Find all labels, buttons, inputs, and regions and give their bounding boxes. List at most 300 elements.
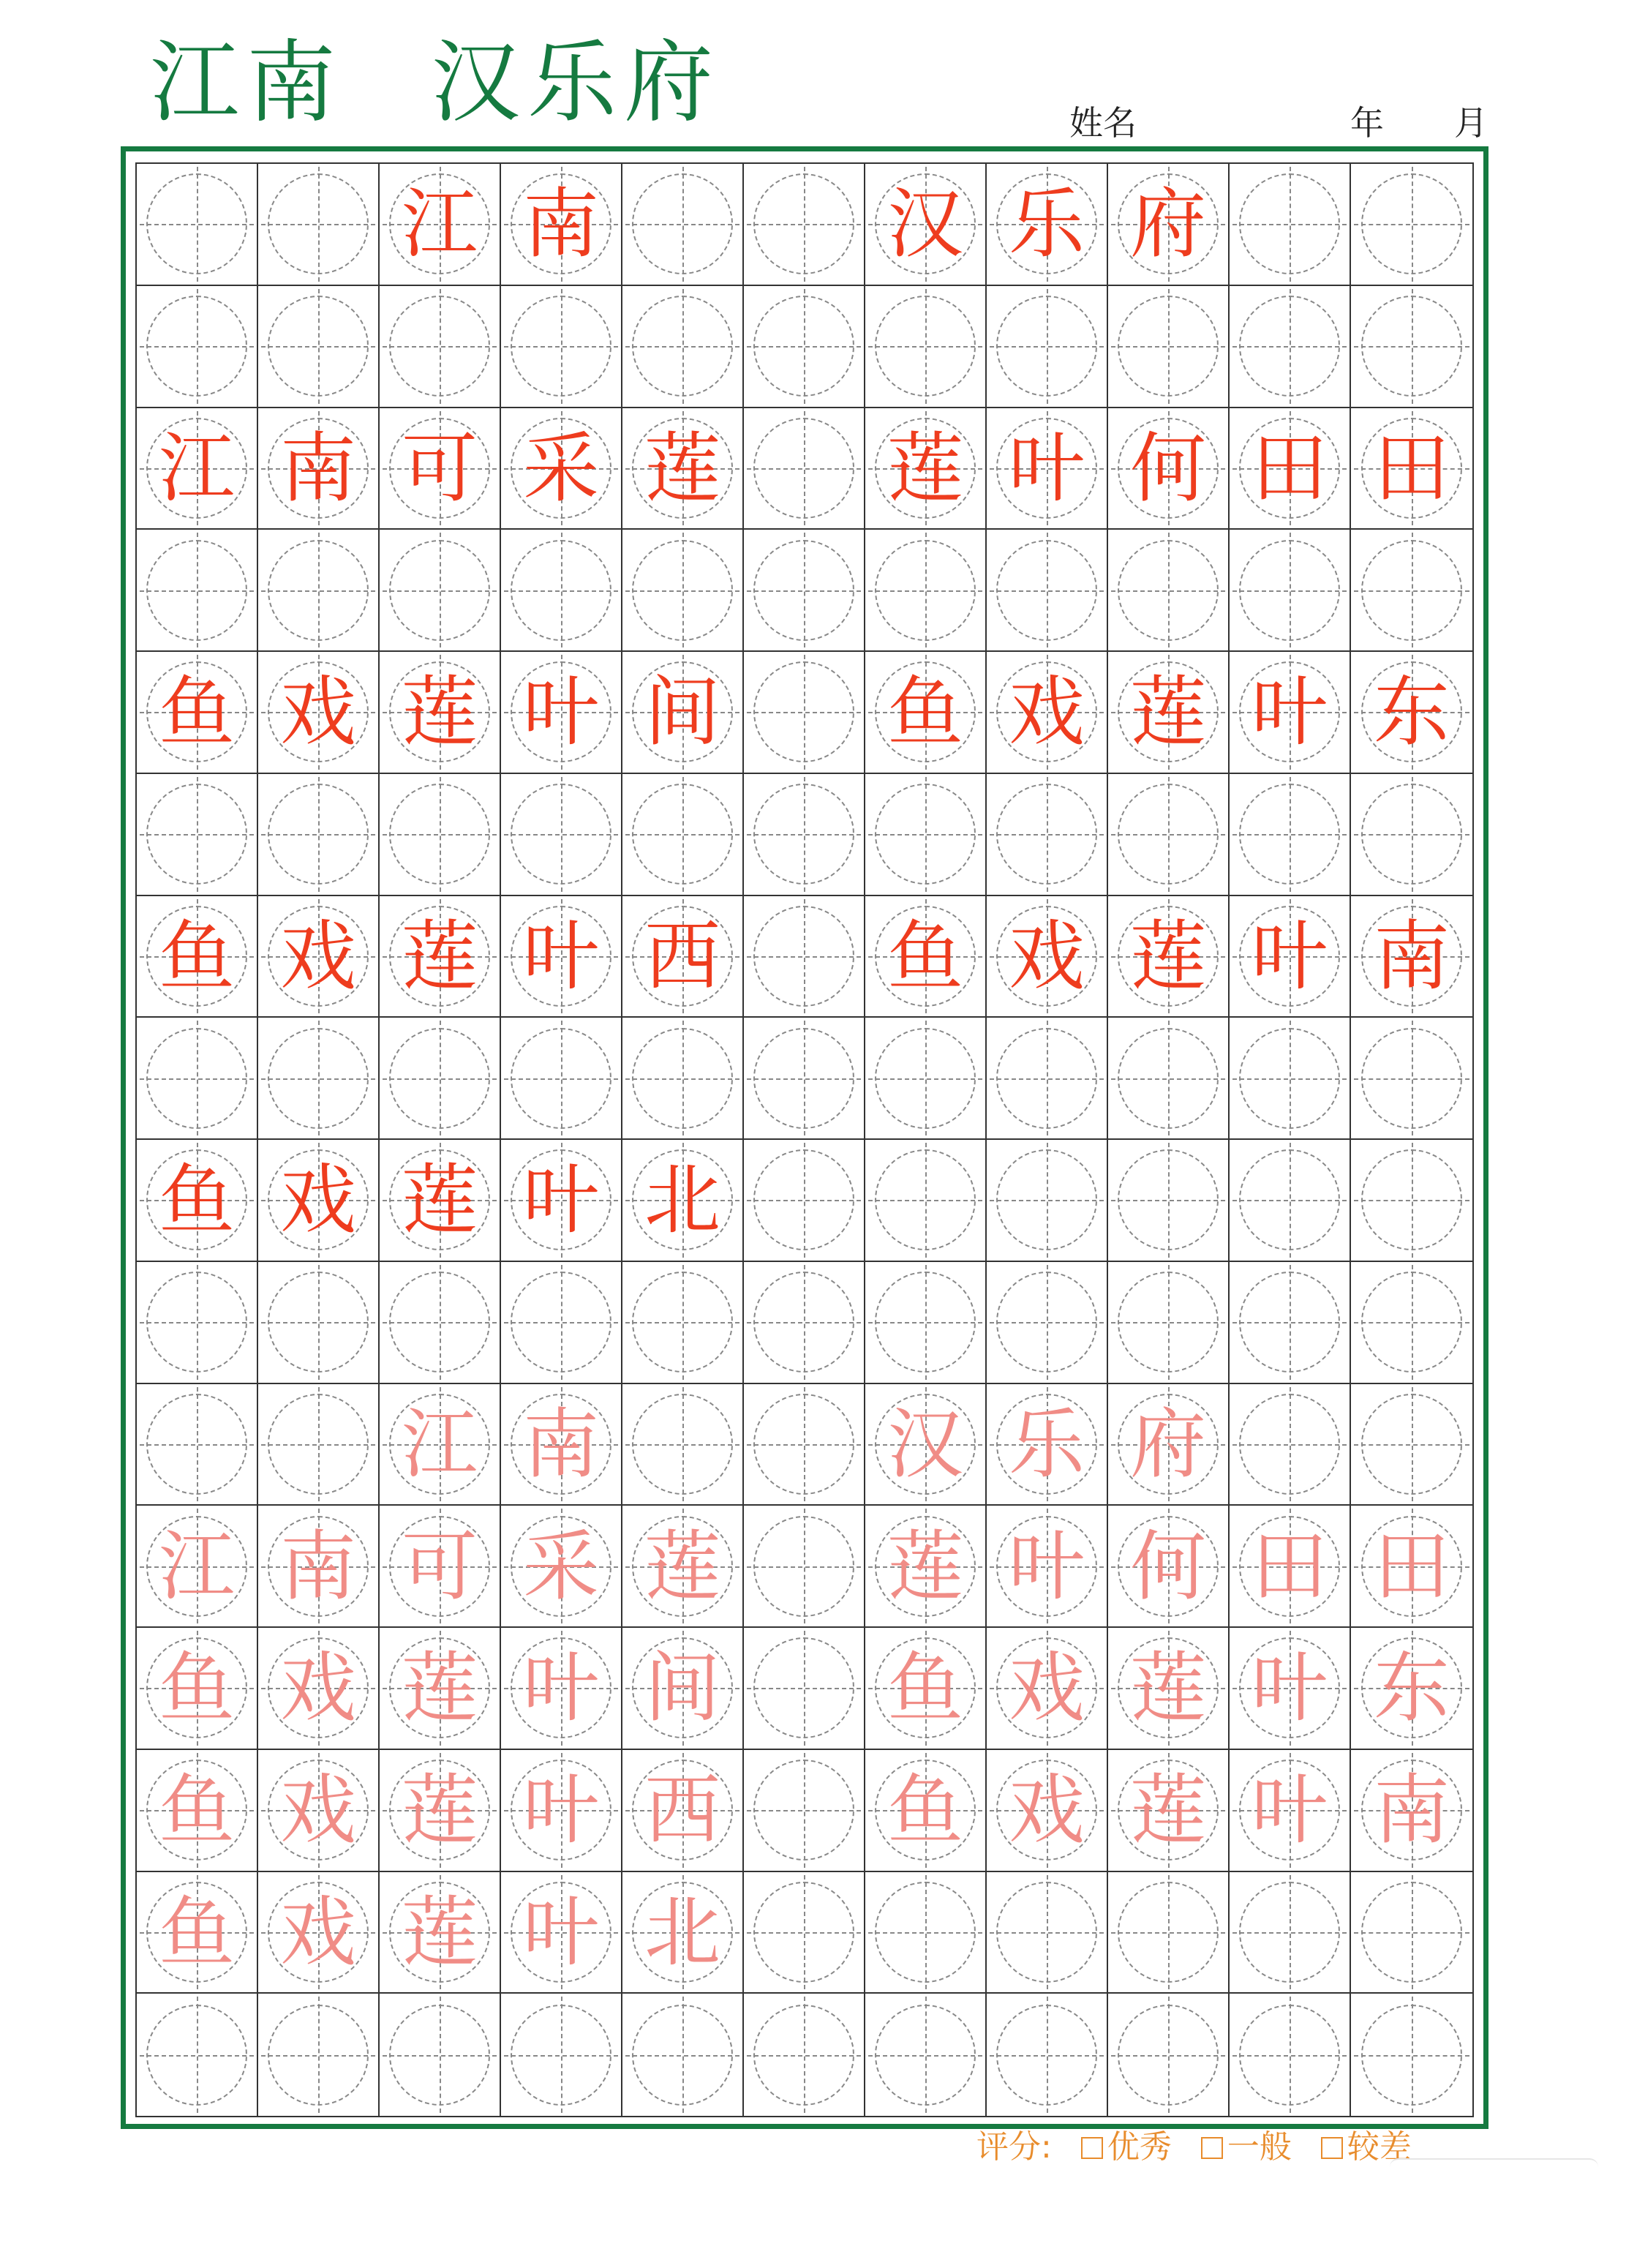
score-label: 评分: (976, 2128, 1052, 2166)
grid-cell[interactable] (744, 1018, 865, 1140)
guide-vertical (925, 1997, 927, 2113)
grid-cell[interactable] (865, 896, 987, 1018)
trace-character: 田 (1251, 1521, 1328, 1611)
trace-character: 莲 (1129, 1643, 1206, 1733)
guide-vertical (804, 1753, 805, 1868)
trace-character: 莲 (401, 1887, 478, 1977)
grid-cell[interactable] (987, 774, 1108, 896)
grid-cell[interactable] (501, 286, 622, 408)
option-poor: 较差 (1347, 2128, 1412, 2166)
grid-cell[interactable] (744, 1140, 865, 1262)
guide-vertical (804, 167, 805, 282)
guide-vertical (804, 1509, 805, 1623)
guide-vertical (1168, 289, 1170, 404)
model-character: 戏 (1008, 667, 1085, 757)
grid-cell[interactable] (1108, 1262, 1230, 1384)
grid-cell[interactable] (622, 652, 744, 774)
guide-vertical (197, 1265, 198, 1380)
guide-vertical (1412, 1143, 1413, 1258)
grid-cell[interactable] (380, 1506, 501, 1628)
grid-cell[interactable] (744, 1506, 865, 1628)
grid-cell[interactable] (380, 1994, 501, 2116)
guide-vertical (1412, 1021, 1413, 1135)
grid-cell[interactable] (501, 1140, 622, 1262)
grid-cell[interactable] (744, 530, 865, 652)
trace-character: 何 (1129, 1521, 1206, 1611)
guide-vertical (925, 1875, 927, 1990)
guide-vertical (197, 167, 198, 282)
grid-cell[interactable] (744, 1384, 865, 1506)
grid-cell[interactable] (1108, 1628, 1230, 1750)
grid-cell[interactable] (1351, 1384, 1472, 1506)
grid-cell[interactable] (1230, 1018, 1351, 1140)
grid-cell[interactable] (501, 1750, 622, 1872)
grid-cell[interactable] (1108, 1140, 1230, 1262)
model-character: 田 (1373, 423, 1450, 513)
grid-cell[interactable] (865, 1018, 987, 1140)
guide-vertical (682, 777, 684, 892)
grid-cell[interactable] (622, 1140, 744, 1262)
grid-cell[interactable] (258, 774, 380, 896)
model-character: 莲 (1129, 667, 1206, 757)
guide-vertical (440, 1021, 441, 1135)
guide-vertical (1168, 533, 1170, 647)
grid-cell[interactable] (137, 164, 258, 286)
grid-cell[interactable] (865, 1628, 987, 1750)
grid-cell[interactable] (258, 1384, 380, 1506)
grid-cell[interactable] (501, 1384, 622, 1506)
guide-vertical (1290, 533, 1291, 647)
grid-cell[interactable] (258, 1872, 380, 1994)
grid-cell[interactable] (501, 774, 622, 896)
trace-character: 田 (1373, 1521, 1450, 1611)
grid-cell[interactable] (501, 896, 622, 1018)
guide-vertical (1047, 1875, 1048, 1990)
grid-cell[interactable] (987, 1994, 1108, 2116)
grid-cell[interactable] (1351, 896, 1472, 1018)
grid-cell[interactable] (258, 1628, 380, 1750)
grid-cell[interactable] (137, 774, 258, 896)
model-character: 采 (522, 423, 599, 513)
model-character: 莲 (401, 1155, 478, 1245)
guide-vertical (925, 1265, 927, 1380)
grid-cell[interactable] (1351, 1872, 1472, 1994)
guide-vertical (1412, 167, 1413, 282)
grid-cell[interactable] (1108, 1384, 1230, 1506)
grid-cell[interactable] (258, 286, 380, 408)
grid-cell[interactable] (1351, 1750, 1472, 1872)
trace-character: 叶 (522, 1765, 599, 1855)
grid-cell[interactable] (1108, 1994, 1230, 2116)
worksheet-title (150, 31, 720, 135)
trace-character: 北 (644, 1887, 720, 1977)
grid-cell[interactable] (1351, 408, 1472, 530)
guide-vertical (1290, 777, 1291, 892)
guide-vertical (561, 777, 562, 892)
grid-cell[interactable] (865, 1506, 987, 1628)
grid-cell[interactable] (1108, 530, 1230, 652)
grid-cell[interactable] (865, 1994, 987, 2116)
grid-cell[interactable] (1108, 774, 1230, 896)
guide-vertical (561, 289, 562, 404)
grid-cell[interactable] (380, 1262, 501, 1384)
grid-cell[interactable] (744, 1750, 865, 1872)
model-character: 鱼 (158, 1155, 235, 1245)
guide-vertical (440, 1265, 441, 1380)
grid-cell[interactable] (622, 1384, 744, 1506)
grid-cell[interactable] (137, 1628, 258, 1750)
grid-cell[interactable] (622, 1018, 744, 1140)
model-character: 叶 (1251, 667, 1328, 757)
grid-cell[interactable] (137, 286, 258, 408)
model-character: 鱼 (887, 911, 963, 1001)
grid-cell[interactable] (1230, 1750, 1351, 1872)
grid-cell[interactable] (987, 896, 1108, 1018)
grid-cell[interactable] (1108, 1750, 1230, 1872)
model-character: 戏 (1008, 911, 1085, 1001)
grid-cell[interactable] (1108, 1506, 1230, 1628)
year-label: 年 (1350, 103, 1384, 143)
grid-cell[interactable] (501, 652, 622, 774)
grid-cell[interactable] (865, 774, 987, 896)
guide-vertical (1168, 1143, 1170, 1258)
grid-cell[interactable] (380, 164, 501, 286)
grid-cell[interactable] (137, 1872, 258, 1994)
grid-cell[interactable] (380, 530, 501, 652)
grid-cell[interactable] (1108, 1872, 1230, 1994)
grid-cell[interactable] (744, 774, 865, 896)
model-character: 鱼 (158, 667, 235, 757)
guide-vertical (925, 533, 927, 647)
grid-cell[interactable] (744, 408, 865, 530)
grid-cell[interactable] (1230, 774, 1351, 896)
grid-cell[interactable] (1351, 1506, 1472, 1628)
grid-cell[interactable] (501, 530, 622, 652)
grid-cell[interactable] (744, 1262, 865, 1384)
trace-character: 叶 (522, 1643, 599, 1733)
grid-cell[interactable] (1351, 530, 1472, 652)
grid-cell[interactable] (987, 1628, 1108, 1750)
grid-cell[interactable] (987, 1140, 1108, 1262)
guide-vertical (1047, 777, 1048, 892)
grid-cell[interactable] (987, 1262, 1108, 1384)
grid-cell[interactable] (1230, 164, 1351, 286)
trace-character: 叶 (1251, 1765, 1328, 1855)
model-character: 江 (158, 423, 235, 513)
trace-character: 鱼 (158, 1887, 235, 1977)
grid-cell[interactable] (380, 1018, 501, 1140)
guide-vertical (804, 777, 805, 892)
grid-cell[interactable] (501, 1506, 622, 1628)
grid-cell[interactable] (137, 1506, 258, 1628)
grid-cell[interactable] (1351, 164, 1472, 286)
grid-cell[interactable] (1230, 1262, 1351, 1384)
guide-vertical (1412, 777, 1413, 892)
grid-cell[interactable] (865, 164, 987, 286)
grid-cell[interactable] (622, 896, 744, 1018)
guide-vertical (1290, 1021, 1291, 1135)
grid-cell[interactable] (622, 164, 744, 286)
grid-cell[interactable] (137, 896, 258, 1018)
grid-cell[interactable] (137, 652, 258, 774)
grid-cell[interactable] (987, 1506, 1108, 1628)
guide-vertical (682, 289, 684, 404)
grid-cell[interactable] (987, 530, 1108, 652)
grid-cell[interactable] (1108, 1018, 1230, 1140)
guide-vertical (1047, 533, 1048, 647)
guide-vertical (1047, 1265, 1048, 1380)
guide-vertical (1412, 533, 1413, 647)
grid-cell[interactable] (865, 530, 987, 652)
grid-cell[interactable] (1230, 1872, 1351, 1994)
model-character: 叶 (1251, 911, 1328, 1001)
grid-cell[interactable] (865, 1384, 987, 1506)
model-character: 府 (1129, 179, 1206, 269)
grid-cell[interactable] (1351, 1018, 1472, 1140)
grid-cell[interactable] (258, 896, 380, 1018)
guide-vertical (1290, 1387, 1291, 1502)
guide-vertical (804, 411, 805, 526)
guide-vertical (318, 777, 320, 892)
grid-cell[interactable] (258, 1750, 380, 1872)
grid-cell[interactable] (501, 1018, 622, 1140)
grid-cell[interactable] (744, 164, 865, 286)
guide-vertical (682, 1021, 684, 1135)
guide-vertical (318, 1387, 320, 1502)
model-character: 南 (1373, 911, 1450, 1001)
model-character: 莲 (401, 911, 478, 1001)
guide-vertical (318, 1021, 320, 1135)
grid-cell[interactable] (987, 164, 1108, 286)
trace-character: 鱼 (887, 1765, 963, 1855)
grid-cell[interactable] (1230, 530, 1351, 652)
grid-cell[interactable] (380, 408, 501, 530)
grid-cell[interactable] (1230, 1506, 1351, 1628)
grid-cell[interactable] (622, 408, 744, 530)
grid-cell[interactable] (137, 1750, 258, 1872)
model-character: 莲 (401, 667, 478, 757)
guide-vertical (1168, 1997, 1170, 2113)
model-character: 可 (401, 423, 478, 513)
grid-cell[interactable] (1108, 164, 1230, 286)
grid-cell[interactable] (501, 408, 622, 530)
grid-cell[interactable] (987, 408, 1108, 530)
guide-vertical (1047, 1021, 1048, 1135)
trace-character: 戏 (279, 1887, 356, 1977)
trace-character: 莲 (1129, 1765, 1206, 1855)
grid-cell[interactable] (1108, 896, 1230, 1018)
guide-vertical (682, 167, 684, 282)
grid-cell[interactable] (622, 1872, 744, 1994)
guide-vertical (197, 1387, 198, 1502)
checkbox-poor[interactable] (1321, 2137, 1343, 2159)
guide-vertical (561, 1021, 562, 1135)
grid-cell[interactable] (744, 896, 865, 1018)
model-character: 鱼 (887, 667, 963, 757)
grid-cell[interactable] (865, 652, 987, 774)
guide-vertical (804, 1631, 805, 1746)
grid-cell[interactable] (1108, 408, 1230, 530)
guide-vertical (682, 1387, 684, 1502)
grid-cell[interactable] (987, 1018, 1108, 1140)
guide-vertical (804, 655, 805, 770)
grid-cell[interactable] (258, 408, 380, 530)
grid-cell[interactable] (380, 1750, 501, 1872)
grid-cell[interactable] (865, 408, 987, 530)
guide-vertical (197, 289, 198, 404)
guide-vertical (1412, 1265, 1413, 1380)
trace-character: 戏 (279, 1643, 356, 1733)
scoring-section (976, 2120, 1412, 2167)
grid-cell[interactable] (1230, 286, 1351, 408)
grid-cell[interactable] (1108, 286, 1230, 408)
grid-cell[interactable] (137, 1140, 258, 1262)
grid-cell[interactable] (1230, 408, 1351, 530)
grid-cell[interactable] (744, 1872, 865, 1994)
grid-cell[interactable] (501, 164, 622, 286)
guide-vertical (804, 1021, 805, 1135)
name-label: 姓名 (1069, 103, 1137, 143)
title-source: 汉乐府 (431, 31, 720, 135)
grid-cell[interactable] (1108, 652, 1230, 774)
grid-cell[interactable] (1351, 286, 1472, 408)
trace-character: 戏 (1008, 1765, 1085, 1855)
trace-character: 可 (401, 1521, 478, 1611)
checkbox-average[interactable] (1201, 2137, 1223, 2159)
guide-vertical (1047, 1997, 1048, 2113)
model-character: 叶 (522, 667, 599, 757)
guide-vertical (1290, 1997, 1291, 2113)
guide-vertical (925, 777, 927, 892)
grid-cell[interactable] (987, 652, 1108, 774)
grid-cell[interactable] (1230, 896, 1351, 1018)
title-poem-name: 江南 (150, 31, 343, 135)
guide-vertical (1168, 1021, 1170, 1135)
guide-vertical (682, 1265, 684, 1380)
grid-cell[interactable] (622, 1750, 744, 1872)
guide-vertical (1168, 1875, 1170, 1990)
grid-cell[interactable] (865, 1872, 987, 1994)
grid-cell[interactable] (380, 774, 501, 896)
grid-cell[interactable] (744, 286, 865, 408)
checkbox-excellent[interactable] (1081, 2137, 1103, 2159)
grid-cell[interactable] (380, 1628, 501, 1750)
grid-cell[interactable] (744, 1628, 865, 1750)
model-character: 戏 (279, 1155, 356, 1245)
grid-cell[interactable] (622, 530, 744, 652)
grid-cell[interactable] (865, 286, 987, 408)
page-edge-mark (1390, 2158, 1598, 2182)
grid-cell[interactable] (1351, 774, 1472, 896)
grid-cell[interactable] (1230, 1140, 1351, 1262)
grid-cell[interactable] (380, 1384, 501, 1506)
option-excellent: 优秀 (1107, 2128, 1172, 2166)
guide-vertical (925, 289, 927, 404)
grid-cell[interactable] (744, 1994, 865, 2116)
grid-cell[interactable] (987, 1384, 1108, 1506)
guide-vertical (925, 1021, 927, 1135)
grid-cell[interactable] (501, 1628, 622, 1750)
guide-vertical (197, 1997, 198, 2113)
grid-cell[interactable] (258, 1140, 380, 1262)
grid-cell[interactable] (744, 652, 865, 774)
guide-vertical (1412, 1387, 1413, 1502)
grid-cell[interactable] (1351, 1628, 1472, 1750)
grid-cell[interactable] (137, 530, 258, 652)
grid-cell[interactable] (1230, 1994, 1351, 2116)
grid-cell[interactable] (137, 1018, 258, 1140)
guide-vertical (804, 1265, 805, 1380)
grid-cell[interactable] (622, 1506, 744, 1628)
grid-cell[interactable] (380, 1872, 501, 1994)
grid-cell[interactable] (137, 1262, 258, 1384)
grid-cell[interactable] (258, 652, 380, 774)
grid-cell[interactable] (137, 1994, 258, 2116)
grid-cell[interactable] (622, 1262, 744, 1384)
grid-cell[interactable] (380, 652, 501, 774)
grid-cell[interactable] (987, 1872, 1108, 1994)
grid-cell[interactable] (622, 774, 744, 896)
grid-cell[interactable] (1351, 1140, 1472, 1262)
grid-cell[interactable] (137, 408, 258, 530)
grid-cell[interactable] (622, 286, 744, 408)
grid-cell[interactable] (987, 286, 1108, 408)
trace-character: 莲 (401, 1765, 478, 1855)
grid-cell[interactable] (501, 1262, 622, 1384)
trace-character: 戏 (279, 1765, 356, 1855)
guide-vertical (1047, 289, 1048, 404)
guide-vertical (682, 533, 684, 647)
grid-cell[interactable] (258, 1994, 380, 2116)
grid-cell[interactable] (258, 1506, 380, 1628)
grid-cell[interactable] (865, 1262, 987, 1384)
grid-cell[interactable] (1351, 652, 1472, 774)
guide-vertical (925, 1143, 927, 1258)
guide-vertical (197, 533, 198, 647)
guide-vertical (440, 1997, 441, 2113)
model-character: 汉 (887, 179, 963, 269)
guide-vertical (318, 1265, 320, 1380)
guide-vertical (804, 289, 805, 404)
grid-cell[interactable] (501, 1994, 622, 2116)
grid-cell[interactable] (1351, 1994, 1472, 2116)
grid-cell[interactable] (501, 1872, 622, 1994)
grid-cell[interactable] (380, 1140, 501, 1262)
grid-cell[interactable] (1230, 1628, 1351, 1750)
grid-cell[interactable] (258, 530, 380, 652)
grid-cell[interactable] (137, 1384, 258, 1506)
grid-cell[interactable] (258, 1018, 380, 1140)
grid-cell[interactable] (622, 1628, 744, 1750)
grid-cell[interactable] (1230, 652, 1351, 774)
grid-cell[interactable] (622, 1994, 744, 2116)
grid-cell[interactable] (865, 1140, 987, 1262)
grid-cell[interactable] (865, 1750, 987, 1872)
grid-cell[interactable] (380, 286, 501, 408)
grid-cell[interactable] (987, 1750, 1108, 1872)
grid-cell[interactable] (1351, 1262, 1472, 1384)
model-character: 南 (279, 423, 356, 513)
grid-cell[interactable] (380, 896, 501, 1018)
grid-cell[interactable] (1230, 1384, 1351, 1506)
model-character: 叶 (522, 1155, 599, 1245)
trace-character: 莲 (401, 1643, 478, 1733)
grid-cell[interactable] (258, 1262, 380, 1384)
guide-vertical (197, 777, 198, 892)
grid-cell[interactable] (258, 164, 380, 286)
guide-vertical (318, 1997, 320, 2113)
model-character: 间 (644, 667, 720, 757)
